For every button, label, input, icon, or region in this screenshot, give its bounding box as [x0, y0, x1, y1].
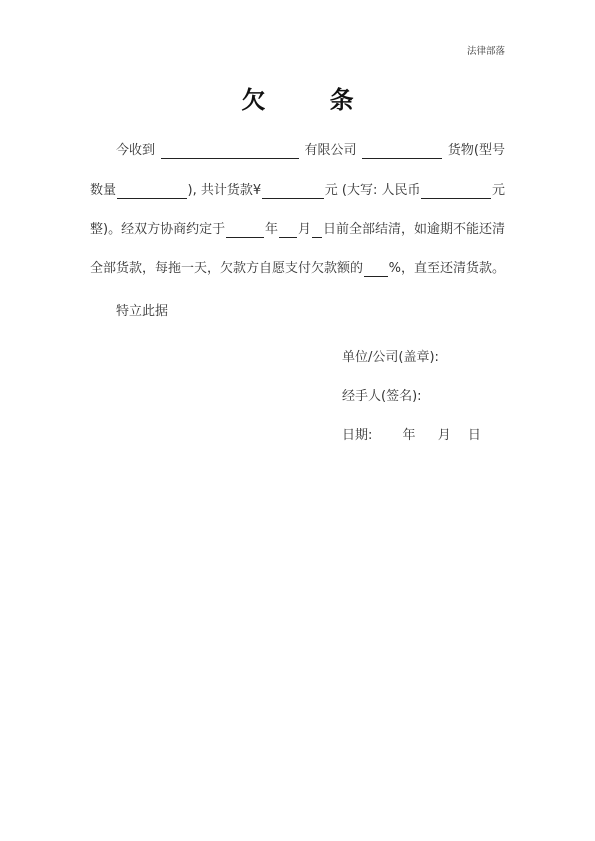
- blank-month[interactable]: [279, 223, 297, 238]
- blank-recipient-company[interactable]: [161, 144, 299, 159]
- line2-text-total: ), 共计货款¥: [187, 183, 262, 198]
- body-line-2: [90, 183, 505, 199]
- line3-text-settle: 日前全部结清，如逾期不能还清: [322, 222, 505, 237]
- date-month-label: 月: [437, 428, 451, 443]
- body-line-1: [90, 143, 505, 159]
- blank-year[interactable]: [226, 223, 264, 238]
- blank-percentage[interactable]: [364, 262, 388, 277]
- date-year-label: 年: [402, 428, 416, 443]
- line3-text-year: 年: [265, 222, 279, 237]
- date-day-label: 日: [467, 428, 481, 443]
- date-label: 日期:: [342, 428, 373, 443]
- closing-text: 特立此据: [116, 304, 169, 319]
- line1-text-received: 今收到: [116, 143, 156, 158]
- line2-text-yuan: 元: [491, 183, 505, 198]
- line2-text-quantity: 数量: [90, 183, 117, 198]
- body-line-4: [90, 261, 505, 277]
- line1-text-company: 有限公司: [304, 143, 357, 158]
- line3-text-month: 月: [297, 222, 311, 237]
- line4-text-penalty: 全部货款，每拖一天，欠款方自愿支付欠款额的: [90, 261, 364, 276]
- blank-amount-uppercase[interactable]: [421, 184, 491, 199]
- document-title: 欠 条: [241, 86, 382, 114]
- blank-quantity[interactable]: [117, 184, 187, 199]
- source-watermark: 法律部落: [466, 46, 505, 57]
- date-line: [342, 424, 481, 443]
- line2-text-uppercase: 元 (大写: 人民币: [324, 183, 421, 198]
- blank-goods[interactable]: [362, 144, 442, 159]
- blank-amount[interactable]: [262, 184, 324, 199]
- body-line-3: [90, 222, 505, 238]
- line4-text-until: %，直至还清货款。: [388, 261, 505, 276]
- company-seal-label: 单位/公司(盖章):: [342, 350, 439, 365]
- blank-day[interactable]: [312, 223, 322, 238]
- handler-signature-label: 经手人(签名):: [342, 389, 422, 404]
- line3-text-agreed: 整)。经双方协商约定于: [90, 222, 226, 237]
- line1-text-model: 货物(型号: [447, 143, 505, 158]
- closing-statement: [90, 304, 505, 320]
